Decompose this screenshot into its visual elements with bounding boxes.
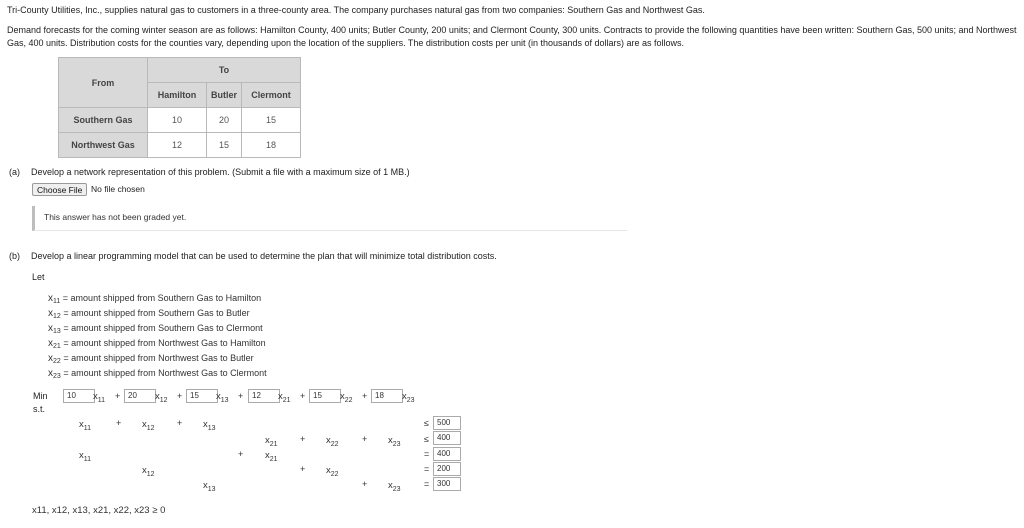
from-header: From bbox=[59, 58, 148, 108]
coeff-x13-input[interactable]: 15 bbox=[186, 389, 218, 403]
rhs-butler-input[interactable]: 200 bbox=[433, 462, 461, 476]
c4-x12: $x_{12}$ bbox=[142, 465, 155, 478]
c3-x21: $x_{21}$ bbox=[265, 450, 278, 463]
plus: + bbox=[115, 391, 121, 401]
table-row bbox=[59, 108, 301, 133]
cost-cell: 15 bbox=[207, 133, 242, 158]
coeff-x12-input[interactable]: 20 bbox=[124, 389, 156, 403]
definition-x13 bbox=[48, 323, 263, 335]
definition-text: = amount shipped from Southern Gas to Clermont bbox=[63, 323, 263, 333]
row-northwest-gas: Northwest Gas bbox=[59, 133, 148, 158]
col-butler: Butler bbox=[207, 83, 242, 108]
definition-x23 bbox=[48, 368, 267, 380]
definition-text: = amount shipped from Northwest Gas to Hamilton bbox=[63, 338, 266, 348]
min-label: Min bbox=[33, 391, 48, 401]
part-b-label: (b) bbox=[9, 251, 20, 261]
graded-note: This answer has not been graded yet. bbox=[44, 212, 187, 222]
row-southern-gas: Southern Gas bbox=[59, 108, 148, 133]
definition-x11 bbox=[48, 293, 261, 305]
c1-x12: $x_{12}$ bbox=[142, 419, 155, 432]
constraint-sign: = bbox=[424, 464, 430, 474]
to-header: To bbox=[148, 58, 301, 83]
rhs-clermont-input[interactable]: 300 bbox=[433, 477, 461, 491]
plus: + bbox=[362, 479, 368, 489]
c3-x11: $x_{11}$ bbox=[79, 450, 92, 463]
constraint-sign: ≤ bbox=[424, 434, 429, 444]
coeff-x22-input[interactable]: 15 bbox=[309, 389, 341, 403]
c2-x21: $x_{21}$ bbox=[265, 435, 278, 448]
cost-table bbox=[58, 57, 301, 158]
col-hamilton: Hamilton bbox=[148, 83, 207, 108]
plus: + bbox=[300, 464, 306, 474]
definition-x12 bbox=[48, 308, 250, 320]
obj-term-x23: $x_{23}$ bbox=[402, 391, 415, 404]
cost-cell: 10 bbox=[148, 108, 207, 133]
plus: + bbox=[177, 418, 183, 428]
c1-x11: $x_{11}$ bbox=[79, 419, 92, 432]
obj-term-x22: $x_{22}$ bbox=[340, 391, 353, 404]
cost-cell: 18 bbox=[242, 133, 301, 158]
col-clermont: Clermont bbox=[242, 83, 301, 108]
definition-text: = amount shipped from Northwest Gas to Clermont bbox=[63, 368, 267, 378]
cost-cell: 20 bbox=[207, 108, 242, 133]
obj-term-x12: $x_{12}$ bbox=[155, 391, 168, 404]
variable: $x_{23}$ bbox=[48, 368, 61, 380]
nonnegativity-constraint: x11, x12, x13, x21, x22, x23 ≥ 0 bbox=[32, 505, 166, 516]
constraint-sign: ≤ bbox=[424, 418, 429, 428]
definition-x22 bbox=[48, 353, 254, 365]
definition-text: = amount shipped from Southern Gas to Butler bbox=[63, 308, 250, 318]
obj-term-x11: $x_{11}$ bbox=[93, 391, 106, 404]
st-label: s.t. bbox=[33, 404, 46, 414]
plus: + bbox=[116, 418, 122, 428]
c5-x23: $x_{23}$ bbox=[388, 480, 401, 493]
file-status: No file chosen bbox=[91, 184, 145, 194]
c2-x22: $x_{22}$ bbox=[326, 435, 339, 448]
obj-term-x21: $x_{21}$ bbox=[278, 391, 291, 404]
coeff-x11-input[interactable]: 10 bbox=[63, 389, 95, 403]
plus: + bbox=[300, 391, 306, 401]
graded-note-box bbox=[32, 206, 627, 231]
plus: + bbox=[362, 391, 368, 401]
definition-text: = amount shipped from Southern Gas to Hamilton bbox=[62, 293, 262, 303]
part-a-question: Develop a network representation of this problem. (Submit a file with a maximum size of 1 MB.) bbox=[31, 167, 410, 177]
rhs-hamilton-input[interactable]: 400 bbox=[433, 447, 461, 461]
c4-x22: $x_{22}$ bbox=[326, 465, 339, 478]
coeff-x23-input[interactable]: 18 bbox=[371, 389, 403, 403]
definition-x21 bbox=[48, 338, 266, 350]
part-a-label: (a) bbox=[9, 167, 20, 177]
c1-x13: $x_{13}$ bbox=[203, 419, 216, 432]
c2-x23: $x_{23}$ bbox=[388, 435, 401, 448]
plus: + bbox=[238, 391, 244, 401]
rhs-northwest-input[interactable]: 400 bbox=[433, 431, 461, 445]
part-b-question: Develop a linear programming model that can be used to determine the plan that will minimize total distribution costs. bbox=[31, 251, 497, 261]
table-row bbox=[59, 133, 301, 158]
plus: + bbox=[177, 391, 183, 401]
cost-cell: 12 bbox=[148, 133, 207, 158]
obj-term-x13: $x_{13}$ bbox=[216, 391, 229, 404]
choose-file-button[interactable]: Choose File bbox=[32, 183, 87, 196]
plus: + bbox=[362, 434, 368, 444]
variable: $x_{13}$ bbox=[48, 323, 61, 335]
cost-cell: 15 bbox=[242, 108, 301, 133]
problem-demand: Demand forecasts for the coming winter season are as follows: Hamilton County, 400 units; Butler County, 200 units; and Clermont County, 300 units. Contracts to provide the following quantities have been written: Southern Gas, 500 units; and Northwest Gas, 400 units. Distribution costs for the counties vary, depending upon the location of the suppliers. The distribution costs per unit (in thousands of dollars) are as follows. bbox=[7, 25, 1017, 48]
problem-intro: Tri-County Utilities, Inc., supplies natural gas to customers in a three-county area. The company purchases natural gas from two companies: Southern Gas and Northwest Gas. bbox=[7, 5, 705, 15]
constraint-sign: = bbox=[424, 449, 430, 459]
plus: + bbox=[300, 434, 306, 444]
variable: $x_{22}$ bbox=[48, 353, 61, 365]
definition-text: = amount shipped from Northwest Gas to Butler bbox=[63, 353, 254, 363]
plus: + bbox=[238, 449, 244, 459]
variable: $x_{21}$ bbox=[48, 338, 61, 350]
c5-x13: $x_{13}$ bbox=[203, 480, 216, 493]
constraint-sign: = bbox=[424, 479, 430, 489]
rhs-southern-input[interactable]: 500 bbox=[433, 416, 461, 430]
coeff-x21-input[interactable]: 12 bbox=[248, 389, 280, 403]
variable: $x_{11}$ bbox=[48, 293, 61, 305]
variable: $x_{12}$ bbox=[48, 308, 61, 320]
let-label: Let bbox=[32, 272, 45, 282]
